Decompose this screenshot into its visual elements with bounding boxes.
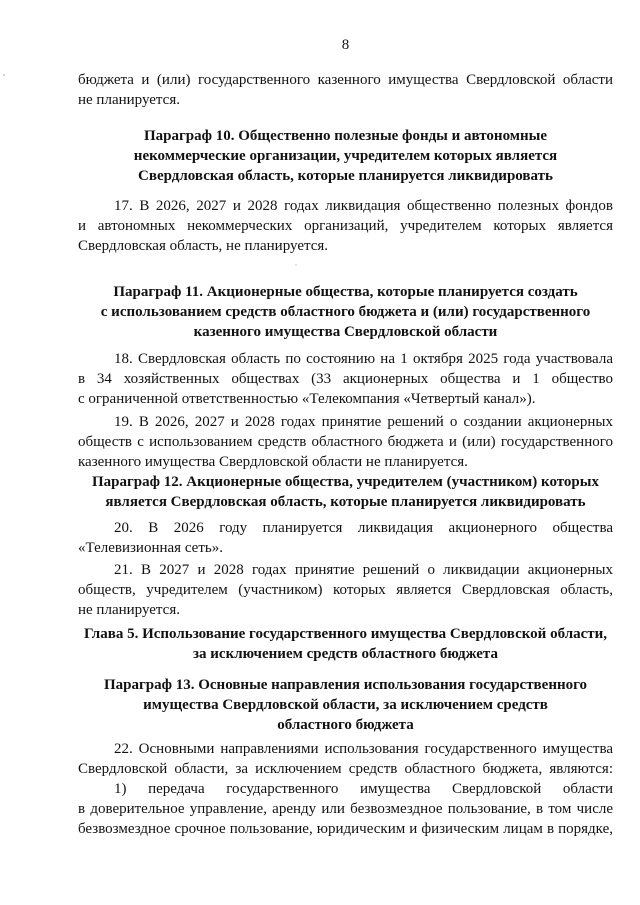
page-number: 8	[341, 37, 350, 53]
text-line: является Свердловская область, которые планируется ликвидировать	[105, 494, 586, 510]
heading-paragraph-13	[78, 675, 613, 735]
text-line: безвозмездное срочное пользование, юридическим и физическим лицам в порядке,	[78, 821, 613, 837]
text-line: «Телевизионная сеть».	[78, 540, 223, 556]
text-line: и автономных некоммерческих организаций, учредителем которых является	[78, 218, 613, 234]
text-line: в 34 хозяйственных обществах (33 акционерных общества и 1 общество	[78, 371, 613, 387]
document-body	[78, 54, 613, 839]
text-line: Свердловская область, которые планируется ликвидировать	[138, 168, 553, 184]
text-line: 18. Свердловская область по состоянию на 1 октября 2025 года участвовала	[114, 351, 613, 367]
text-line: в доверительное управление, аренду или безвозмездное пользование, в том числе	[78, 801, 613, 817]
scan-speck	[3, 74, 5, 76]
heading-paragraph-12	[78, 472, 613, 512]
paragraph-20	[78, 518, 613, 558]
paragraph-continuation	[78, 70, 613, 110]
text-line: имущества Свердловской области, за исключением средств	[143, 697, 548, 713]
text-line: областного бюджета	[277, 717, 414, 733]
heading-chapter-5	[78, 624, 613, 664]
paragraph-22	[78, 739, 613, 839]
paragraph-17	[78, 196, 613, 256]
text-line: 20. В 2026 году планируется ликвидация акционерного общества	[114, 520, 613, 536]
text-line: Глава 5. Использование государственного имущества Свердловской области,	[83, 626, 608, 642]
paragraph-18	[78, 349, 613, 409]
paragraph-21	[78, 560, 613, 620]
heading-paragraph-11	[78, 282, 613, 342]
text-line: 17. В 2026, 2027 и 2028 годах ликвидация общественно полезных фондов	[114, 198, 613, 214]
text-line: Параграф 12. Акционерные общества, учредителем (участником) которых	[91, 474, 599, 490]
text-line: 22. Основными направлениями использования государственного имущества	[114, 741, 613, 757]
text-line: Свердловская область, не планируется.	[78, 238, 329, 254]
text-line: 19. В 2026, 2027 и 2028 годах принятие решений о создании акционерных	[114, 414, 613, 430]
text-line: с использованием средств областного бюджета и (или) государственного	[100, 304, 591, 320]
scan-speck	[295, 264, 297, 266]
text-line: за исключением средств областного бюджета	[193, 646, 498, 662]
text-line: Свердловской области, за исключением средств областного бюджета, являются:	[78, 761, 613, 777]
text-line: казенного имущества Свердловской области не планируется.	[78, 454, 468, 470]
text-line: некоммерческие организации, учредителем которых является	[133, 148, 558, 164]
heading-paragraph-10	[78, 126, 613, 186]
text-line: Параграф 13. Основные направления использования государственного	[103, 677, 588, 693]
text-line: с ограниченной ответственностью «Телекомпания «Четвертый канал»).	[78, 391, 536, 407]
text-line: Параграф 10. Общественно полезные фонды и автономные	[143, 128, 548, 144]
paragraph-19	[78, 412, 613, 472]
text-line: казенного имущества Свердловской области	[193, 324, 498, 340]
text-line: обществ с использованием средств областного бюджета и (или) государственного	[78, 434, 613, 450]
text-line: не планируется.	[78, 602, 180, 618]
text-line: 21. В 2027 и 2028 годах принятие решений о ликвидации акционерных	[114, 562, 613, 578]
text-line: 1) передача государственного имущества Свердловской области	[114, 781, 613, 797]
text-line: бюджета и (или) государственного казенного имущества Свердловской области	[78, 72, 613, 88]
text-line: Параграф 11. Акционерные общества, которые планируется создать	[113, 284, 578, 300]
text-line: обществ, учредителем (участником) которых является Свердловская область,	[78, 582, 613, 598]
text-line: не планируется.	[78, 92, 180, 108]
